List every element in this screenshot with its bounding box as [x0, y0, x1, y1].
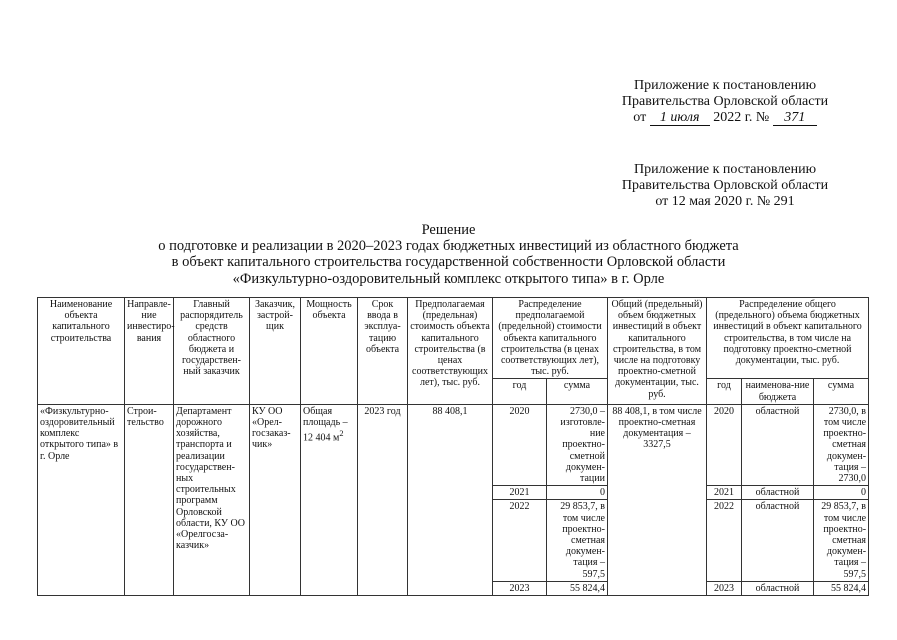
cell-direction: Строи-тельство — [125, 404, 174, 595]
capacity-text: Общая площадь – 12 404 м — [303, 405, 348, 444]
document-title — [0, 222, 897, 287]
header-capacity: Мощность объекта — [301, 298, 358, 405]
table-header-row — [38, 298, 869, 379]
title-line: о подготовке и реализации в 2020–2023 годах бюджетных инвестиций из областного бюджета — [158, 238, 739, 255]
cell-sum: 2730,0, в том числе проектно-сметная докумен-тация – 2730,0 — [814, 404, 869, 485]
cell-sum: 55 824,4 — [547, 581, 608, 595]
header-line: Правительства Орловской области — [621, 94, 829, 109]
header-year: 2022 г. № — [713, 110, 770, 125]
header-customer: Заказчик, застрой-щик — [250, 298, 301, 405]
header-line: Правительства Орловской области — [621, 178, 829, 193]
subheader-year: год — [493, 379, 547, 404]
cell-year: 2020 — [493, 404, 547, 485]
header-distribution-cost: Распределение предполагаемой (предельной) стоимости объекта капитального строительства (в ценах соответствующих лет), тыс. руб. — [493, 298, 608, 379]
cell-year: 2021 — [493, 486, 547, 500]
header-appendix-current — [560, 78, 890, 126]
cell-sum: 2730,0 – изготовле-ние проектно-сметной докумен-тации — [547, 404, 608, 485]
header-term: Срок ввода в эксплуа-тацию объекта — [358, 298, 408, 405]
investment-table — [37, 297, 869, 596]
cell-sum: 0 — [547, 486, 608, 500]
title-line: Решение — [421, 222, 476, 238]
cell-budget: областной — [742, 404, 814, 485]
header-manager: Главный распорядитель средств областного бюджета и государствен-ный заказчик — [174, 298, 250, 405]
header-direction: Направле-ние инвестиро-вания — [125, 298, 174, 405]
cell-year: 2022 — [493, 500, 547, 581]
cell-term: 2023 год — [358, 404, 408, 595]
cell-year: 2021 — [707, 486, 742, 500]
subheader-sum: сумма — [814, 379, 869, 404]
cell-customer: КУ ОО «Орел-госзаказ-чик» — [250, 404, 301, 595]
header-distribution-budget: Распределение общего (предельного) объема бюджетных инвестиций в объект капитального строительства, в том числе на подготовку проектно-сметной документации, тыс. руб. — [707, 298, 869, 379]
subheader-sum: сумма — [547, 379, 608, 404]
cell-year: 2023 — [493, 581, 547, 595]
title-line: «Физкультурно-оздоровительный комплекс открытого типа» в г. Орле — [232, 270, 665, 287]
header-name: Наименование объекта капитального строительства — [38, 298, 125, 405]
cell-budget: областной — [742, 486, 814, 500]
cell-sum: 29 853,7, в том числе проектно-сметная докумен-тация – 597,5 — [547, 500, 608, 581]
table-row — [38, 404, 869, 485]
cell-sum: 0 — [814, 486, 869, 500]
title-line: в объект капитального строительства государственной собственности Орловской области — [171, 254, 726, 271]
header-cost: Предполагаемая (предельная) стоимость объекта капитального строительства (в ценах соответствующих лет), тыс. руб. — [408, 298, 493, 405]
cell-sum: 29 853,7, в том числе проектно-сметная докумен-тация – 597,5 — [814, 500, 869, 581]
cell-object-name: «Физкультурно-оздоровительный комплекс открытого типа» в г. Орле — [38, 404, 125, 595]
cell-cost: 88 408,1 — [408, 404, 493, 595]
header-total-budget: Общий (предельный) объем бюджетных инвестиций в объект капитального строительства, в том числе на подготовку проектно-сметной документации, тыс. руб. — [608, 298, 707, 405]
cell-capacity — [301, 404, 358, 595]
capacity-unit-sup: 2 — [339, 429, 344, 439]
handwritten-date: 1 июля — [650, 111, 710, 126]
cell-total-budget: 88 408,1, в том числе проектно-сметная документация – 3327,5 — [608, 404, 707, 595]
header-line: Приложение к постановлению — [633, 162, 817, 177]
cell-budget: областной — [742, 500, 814, 581]
header-appendix-original — [560, 162, 890, 210]
cell-year: 2023 — [707, 581, 742, 595]
subheader-budget-name: наименова-ние бюджета — [742, 379, 814, 404]
cell-budget: областной — [742, 581, 814, 595]
cell-manager: Департамент дорожного хозяйства, транспорта и реализации государствен-ных строительных программ Орловской области, КУ ОО «Орелгосза-казчик» — [174, 404, 250, 595]
subheader-year: год — [707, 379, 742, 404]
header-from: от — [633, 110, 647, 125]
header-line: от 12 мая 2020 г. № 291 — [655, 194, 795, 209]
cell-sum: 55 824,4 — [814, 581, 869, 595]
header-date-line — [560, 110, 890, 126]
cell-year: 2022 — [707, 500, 742, 581]
handwritten-number: 371 — [773, 111, 817, 126]
header-line: Приложение к постановлению — [633, 78, 817, 93]
cell-year: 2020 — [707, 404, 742, 485]
